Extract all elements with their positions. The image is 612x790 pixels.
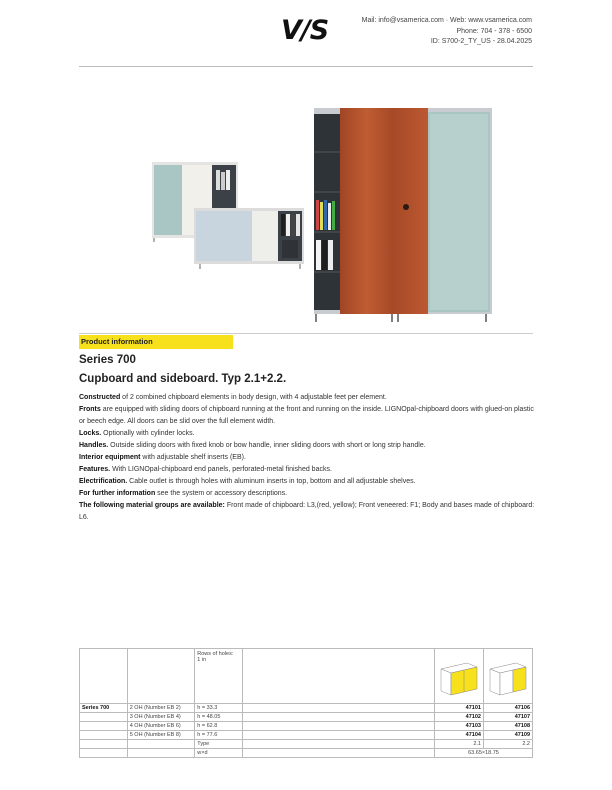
article-number-2-1: 47102	[434, 713, 483, 722]
paragraph-handles: Handles. Outside sliding doors with fixed knob or bow handle, inner sliding doors with short or long strip handle.	[79, 442, 426, 449]
article-number-2-1: 47104	[434, 731, 483, 740]
height-cell: h = 62.8	[195, 722, 243, 731]
paragraph-electrification: Electrification. Cable outlet is through holes with aluminum inserts in top, bottom and all adjustable shelves.	[79, 478, 416, 485]
contact-phone: Phone: 704 - 378 - 6500	[456, 27, 532, 35]
paragraph-further-info: For further information see the system or accessory descriptions.	[79, 490, 288, 497]
small-sideboard-front	[194, 208, 304, 269]
paragraph-locks: Locks. Optionally with cylinder locks.	[79, 430, 195, 437]
large-cupboard	[314, 108, 492, 322]
article-number-2-2: 47108	[483, 722, 532, 731]
paragraph-features: Features. With LIGNOpal-chipboard end panels, perforated-metal finished backs.	[79, 466, 332, 473]
paragraph-interior: Interior equipment with adjustable shelf inserts (EB).	[79, 454, 246, 461]
article-number-2-2: 47106	[483, 704, 532, 713]
paragraph-fronts: Fronts are equipped with sliding doors of chipboard running at the front and running on the inside. LIGNOpal-chipboard doors with glued-on plastic or beech edge. All doors can be slid over the full element width.	[79, 406, 534, 425]
type-value-2-1: 2.1	[434, 740, 483, 749]
dimensions-value: 63.65×18.75	[434, 749, 532, 758]
height-cell: h = 48.05	[195, 713, 243, 722]
series-label: Series 700	[80, 704, 128, 713]
contact-block	[362, 16, 532, 48]
type-value-2-2: 2.2	[483, 740, 532, 749]
contact-mail-web: Mail: info@vsamerica.com · Web: www.vsamerica.com	[361, 17, 532, 24]
document-id: ID: S700-2_TY_US - 28.04.2025	[430, 38, 532, 45]
image-divider	[79, 333, 533, 334]
paragraph-constructed: Constructed of 2 combined chipboard elements in body design, with 4 adjustable feet per element.	[79, 394, 387, 401]
type-2-1-icon	[434, 649, 483, 704]
height-cell: h = 33.3	[195, 704, 243, 713]
type-label: Type	[195, 740, 243, 749]
table-row	[80, 731, 533, 740]
article-number-2-1: 47101	[434, 704, 483, 713]
oh-cell: 5 OH (Number EB 8)	[127, 731, 195, 740]
holes-note: Rows of holes: 1 in	[195, 649, 243, 704]
spec-table-header	[80, 649, 533, 704]
table-row	[80, 704, 533, 713]
table-row	[80, 740, 533, 749]
type-2-2-icon	[483, 649, 532, 704]
oh-cell: 3 OH (Number EB 4)	[127, 713, 195, 722]
spec-table	[79, 648, 533, 758]
table-row	[80, 713, 533, 722]
table-row	[80, 749, 533, 758]
article-number-2-1: 47103	[434, 722, 483, 731]
article-number-2-2: 47109	[483, 731, 532, 740]
product-photo	[148, 100, 498, 332]
series-title: Series 700	[79, 354, 136, 366]
description	[79, 392, 535, 524]
product-subtitle: Cupboard and sideboard. Typ 2.1+2.2.	[79, 373, 287, 385]
paragraph-materials: The following material groups are available: Front made of chipboard: L3,(red, yellow); Front veneered: F1; Body and bases made of chipboard: L6.	[79, 502, 535, 521]
oh-cell: 2 OH (Number EB 2)	[127, 704, 195, 713]
height-cell: h = 77.6	[195, 731, 243, 740]
header-divider	[79, 66, 533, 67]
article-number-2-2: 47107	[483, 713, 532, 722]
table-row	[80, 722, 533, 731]
dimensions-label: w×d	[195, 749, 243, 758]
oh-cell: 4 OH (Number EB 6)	[127, 722, 195, 731]
section-tag: Product information	[79, 335, 233, 349]
brand-logo: V/S	[281, 15, 329, 46]
